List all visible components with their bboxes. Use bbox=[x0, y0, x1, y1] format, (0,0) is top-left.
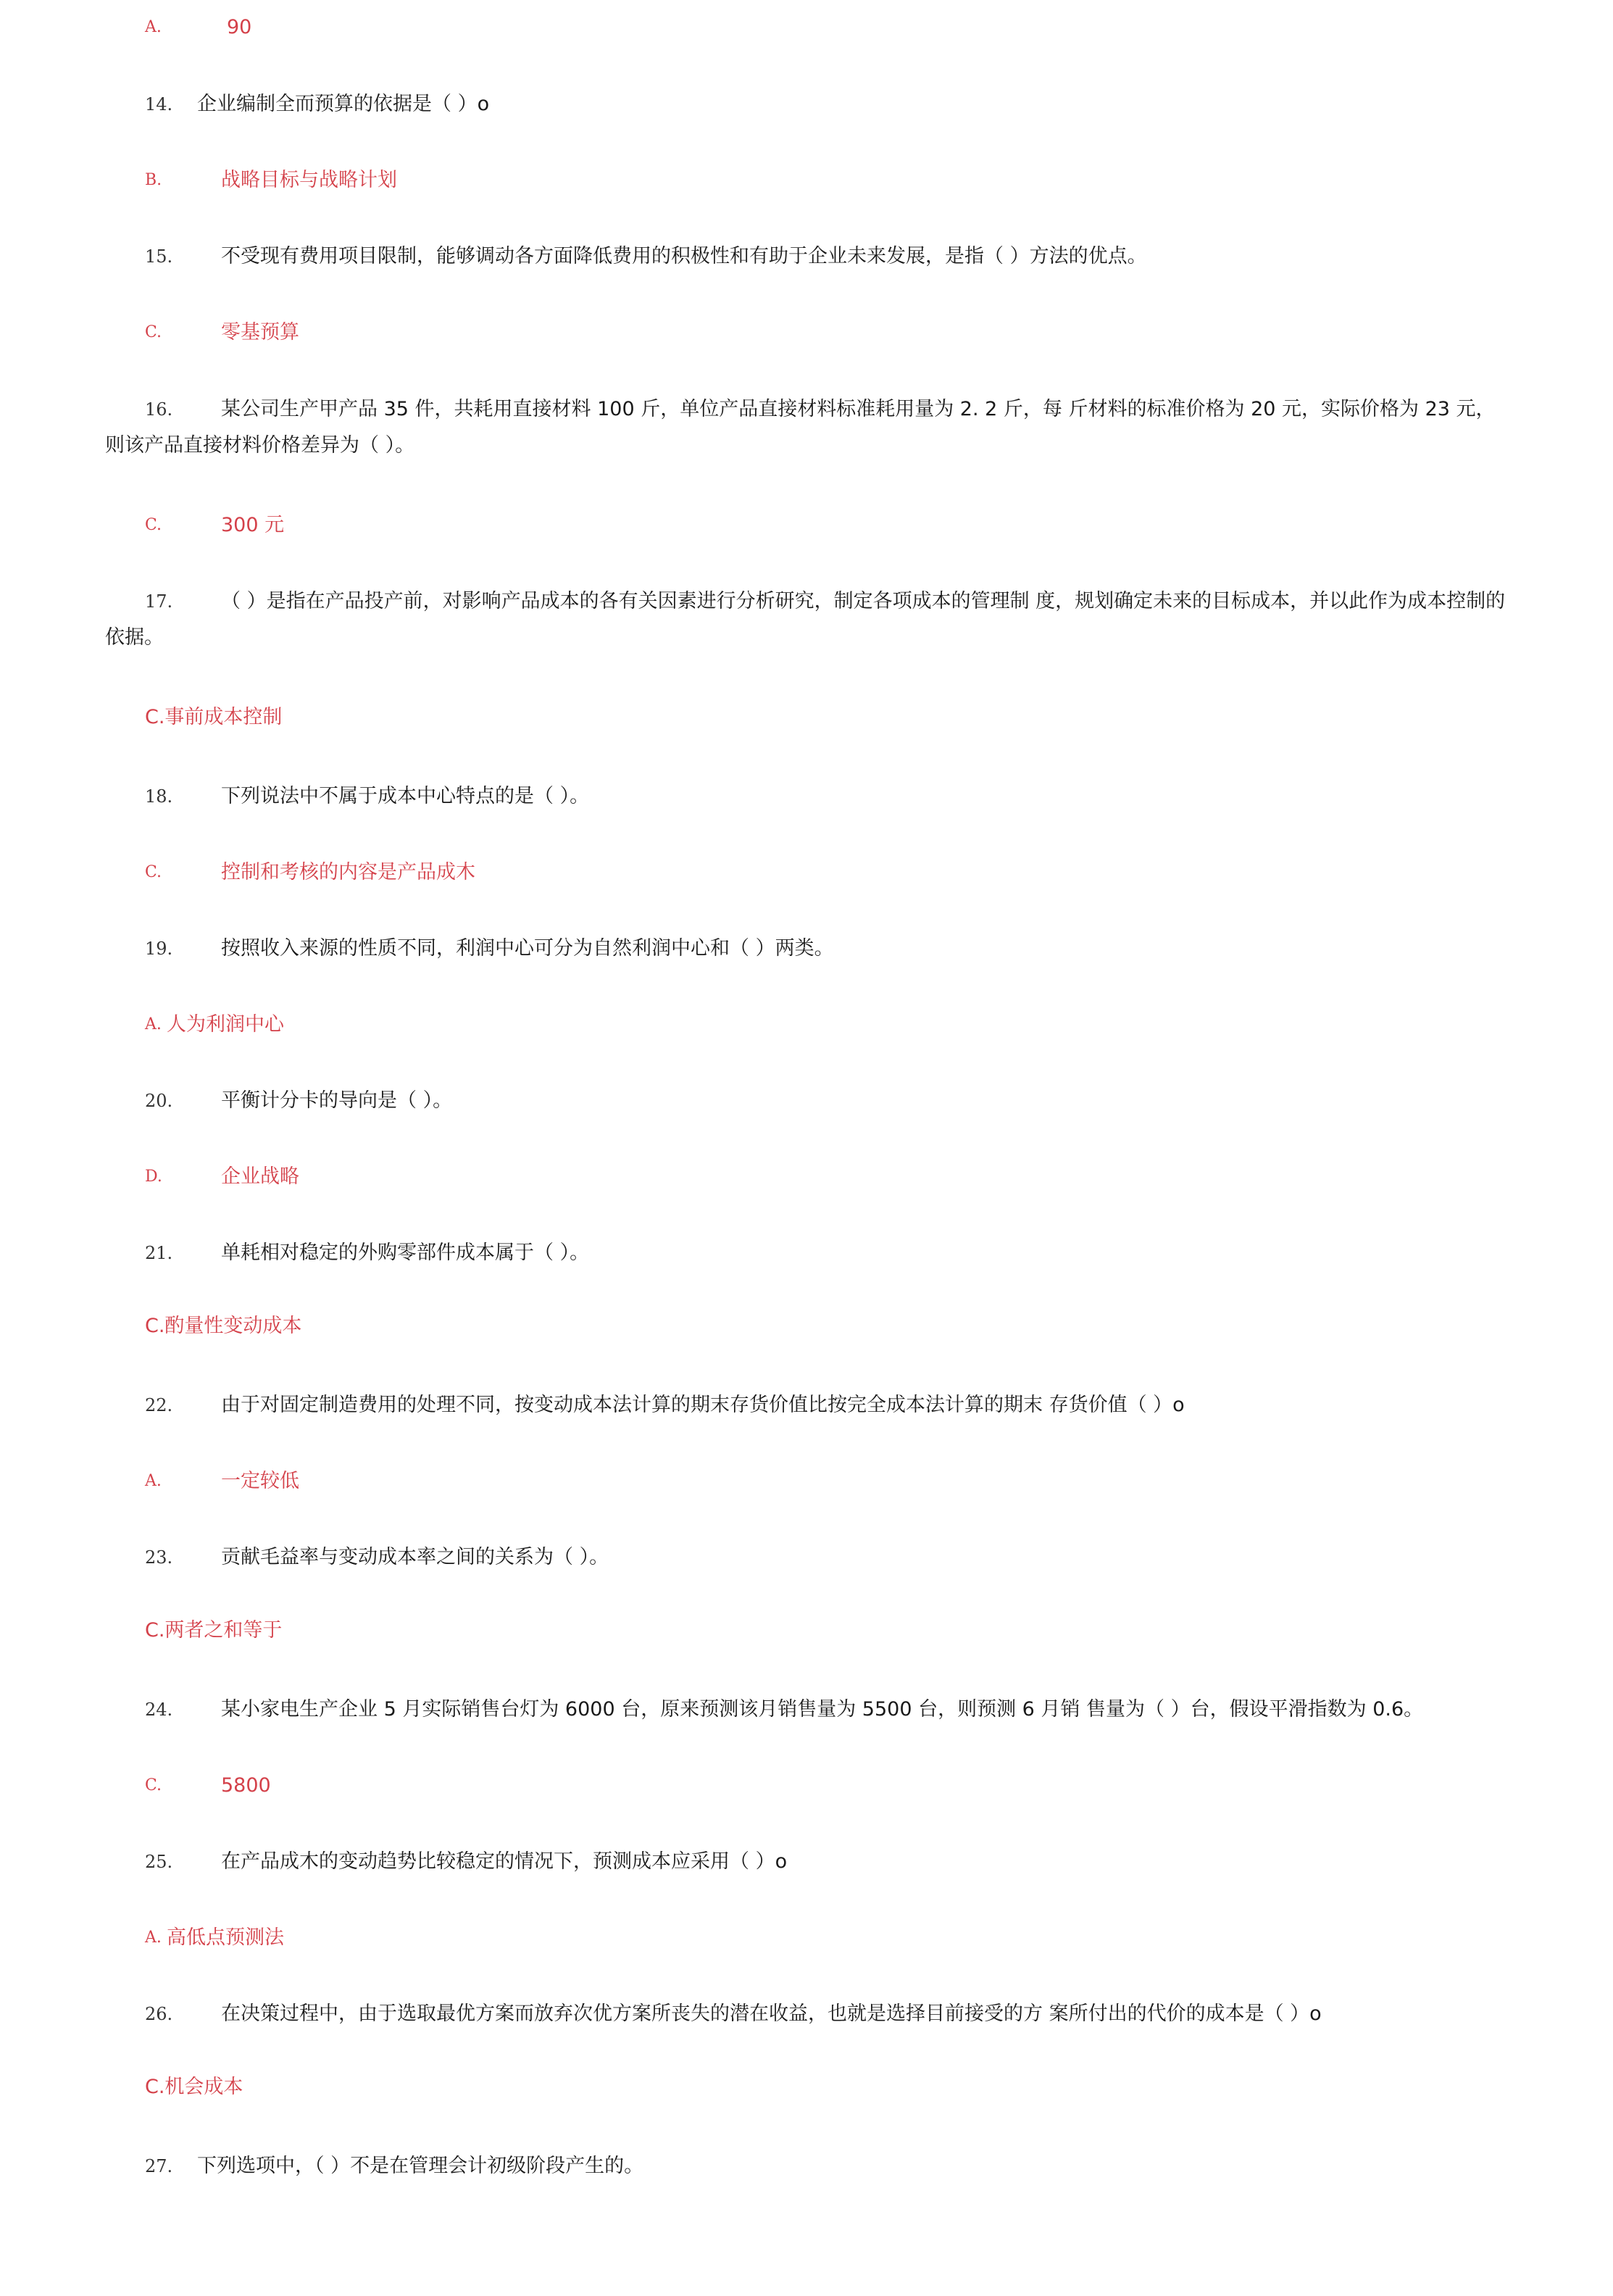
question-text: 贡献毛益率与变动成本率之间的关系为（ ）。 bbox=[221, 1546, 609, 1568]
question-number: 15. bbox=[145, 246, 173, 267]
answer-letter: C. bbox=[145, 516, 162, 534]
question-text: 下列选项中，（ ）不是在管理会计初级阶段产生的。 bbox=[197, 2155, 644, 2177]
question-number: 27. bbox=[145, 2156, 173, 2176]
answer-letter: C. bbox=[145, 863, 162, 881]
answer-text: 一定较低 bbox=[221, 1470, 299, 1492]
question-text: 由于对固定制造费用的处理不同，按变动成本法计算的期末存货价值比按完全成本法计算的期末 存货价值（ ）o bbox=[221, 1394, 1185, 1416]
question-text: 单耗相对稳定的外购零部件成本属于（ ）。 bbox=[221, 1241, 590, 1264]
question-number: 20. bbox=[145, 1091, 173, 1111]
answer-text: 90 bbox=[227, 16, 252, 38]
answer-text: C.事前成本控制 bbox=[145, 706, 283, 728]
question-number: 23. bbox=[145, 1547, 173, 1568]
answer-text: 人为利润中心 bbox=[167, 1013, 284, 1036]
answer-text: 控制和考核的内容是产品成木 bbox=[221, 861, 475, 883]
question-text: 企业编制全而预算的依据是（ ）o bbox=[197, 93, 490, 115]
question-number: 22. bbox=[145, 1395, 173, 1415]
question-number: 24. bbox=[145, 1700, 173, 1720]
answer-letter: A. bbox=[145, 1472, 162, 1490]
answer-letter: A. bbox=[145, 1015, 162, 1033]
question-text: 某小家电生产企业 5 月实际销售台灯为 6000 台，原来预测该月销售量为 5500 台，则预测 6 月销 售量为（ ）台，假设平滑指数为 0.6。 bbox=[221, 1698, 1424, 1721]
answer-text: C.机会成本 bbox=[145, 2076, 243, 2098]
question-text: 下列说法中不属于成本中心特点的是（ ）。 bbox=[221, 785, 590, 807]
answer-letter: D. bbox=[145, 1168, 162, 1186]
answer-text: 零基预算 bbox=[221, 321, 299, 344]
question-number: 26. bbox=[145, 2004, 173, 2024]
answer-text: 高低点预测法 bbox=[167, 1926, 284, 1949]
answer-letter: C. bbox=[145, 1776, 162, 1794]
question-text: 在决策过程中，由于选取最优方案而放弃次优方案所丧失的潜在收益，也就是选择目前接受的方 案所付出的代价的成本是（ ）o bbox=[221, 2002, 1322, 2025]
question-text: 不受现有费用项目限制，能够调动各方面降低费用的积极性和有助于企业未来发展，是指（ ）方法的优点。 bbox=[221, 245, 1147, 267]
question-number: 16. bbox=[145, 399, 173, 420]
question-number: 19. bbox=[145, 939, 173, 959]
answer-text: 300 元 bbox=[221, 514, 285, 536]
answer-text: 5800 bbox=[221, 1774, 271, 1797]
question-number: 21. bbox=[145, 1243, 173, 1263]
question-text: （ ）是指在产品投产前，对影响产品成本的各有关因素进行分析研究，制定各项成本的管理制 度，规划确定未来的目标成本，并以此作为成本控制的依据。 bbox=[105, 590, 1506, 649]
question-text: 某公司生产甲产品 35 件，共耗用直接材料 100 斤，单位产品直接材料标准耗用量为 2. 2 斤，每 斤材料的标准价格为 20 元，实际价格为 23 元，则该产品直接材料价格差异为（ ）。 bbox=[105, 398, 1496, 457]
question-text: 平衡计分卡的导向是（ ）。 bbox=[221, 1089, 453, 1112]
question-number: 14. bbox=[145, 94, 173, 115]
question-number: 18. bbox=[145, 786, 173, 807]
question-text: 按照收入来源的性质不同，利润中心可分为自然利润中心和（ ）两类。 bbox=[221, 937, 834, 960]
answer-letter: A. bbox=[145, 1929, 162, 1947]
answer-letter: B. bbox=[145, 171, 162, 189]
question-number: 17. bbox=[145, 591, 173, 612]
question-text: 在产品成木的变动趋势比较稳定的情况下，预测成本应采用（ ）o bbox=[221, 1850, 788, 1873]
answer-text: C.两者之和等于 bbox=[145, 1619, 283, 1642]
answer-letter: A. bbox=[145, 18, 162, 36]
answer-text: 战略目标与战略计划 bbox=[221, 169, 397, 191]
answer-text: C.酌量性变动成本 bbox=[145, 1315, 302, 1337]
question-number: 25. bbox=[145, 1852, 173, 1872]
answer-letter: C. bbox=[145, 323, 162, 341]
answer-text: 企业战略 bbox=[221, 1165, 299, 1188]
